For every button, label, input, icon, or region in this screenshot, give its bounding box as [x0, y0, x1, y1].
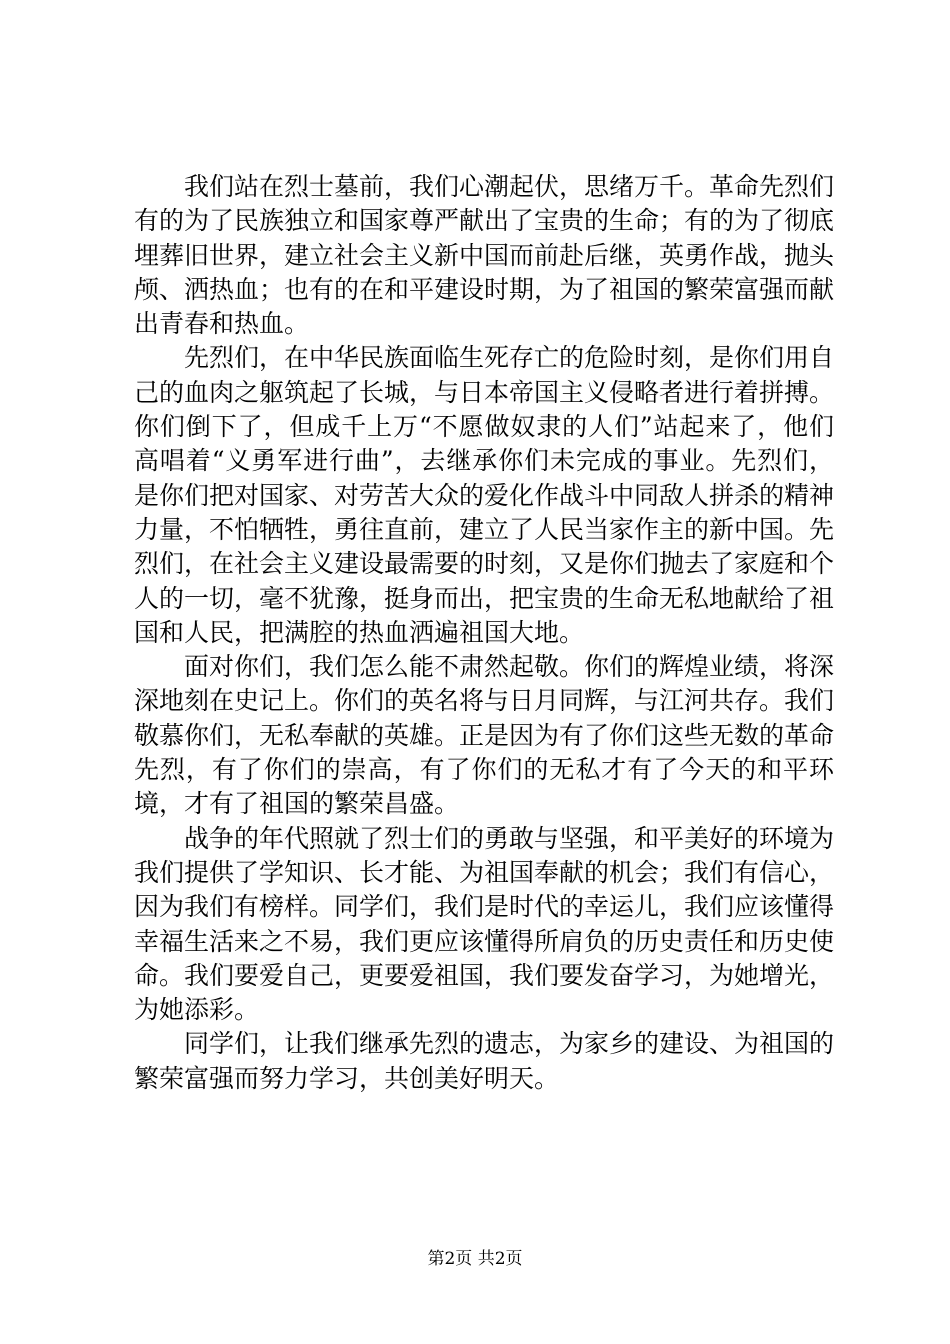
paragraph-5: 同学们，让我们继承先烈的遗志，为家乡的建设、为祖国的繁荣富强而努力学习，共创美好明天。	[134, 1029, 835, 1093]
speech-body	[134, 170, 834, 1096]
page-number-footer: 第2页 共2页	[427, 1249, 523, 1269]
paragraph-1: 我们站在烈士墓前，我们心潮起伏，思绪万千。革命先烈们有的为了民族独立和国家尊严献出了宝贵的生命；有的为了彻底埋葬旧世界，建立社会主义新中国而前赴后继，英勇作战，抛头颅、洒热血；也有的在和平建设时期，为了祖国的繁荣富强而献出青春和热血。	[134, 172, 835, 339]
paragraph-4: 战争的年代照就了烈士们的勇敢与坚强，和平美好的环境为我们提供了学知识、长才能、为祖国奉献的机会；我们有信心，因为我们有榜样。同学们，我们是时代的幸运儿，我们应该懂得幸福生活来之不易，我们更应该懂得所肩负的历史责任和历史使命。我们要爱自己，更要爱祖国，我们要发奋学习，为她增光，为她添彩。	[134, 823, 835, 1025]
paragraph-2: 先烈们，在中华民族面临生死存亡的危险时刻，是你们用自己的血肉之躯筑起了长城，与日本帝国主义侵略者进行着拼搏。你们倒下了，但成千上万“不愿做奴隶的人们”站起来了，他们高唱着“义勇军进行曲”，去继承你们未完成的事业。先烈们，是你们把对国家、对劳苦大众的爱化作战斗中同敌人拼杀的精神力量，不怕牺牲，勇往直前，建立了人民当家作主的新中国。先烈们，在社会主义建设最需要的时刻，又是你们抛去了家庭和个人的一切，毫不犹豫，挺身而出，把宝贵的生命无私地献给了祖国和人民，把满腔的热血洒遍祖国大地。	[134, 343, 835, 647]
paragraph-3: 面对你们，我们怎么能不肃然起敬。你们的辉煌业绩，将深深地刻在史记上。你们的英名将与日月同辉，与江河共存。我们敬慕你们，无私奉献的英雄。正是因为有了你们这些无数的革命先烈，有了你们的崇高，有了你们的无私才有了今天的和平环境，才有了祖国的繁荣昌盛。	[134, 652, 835, 819]
